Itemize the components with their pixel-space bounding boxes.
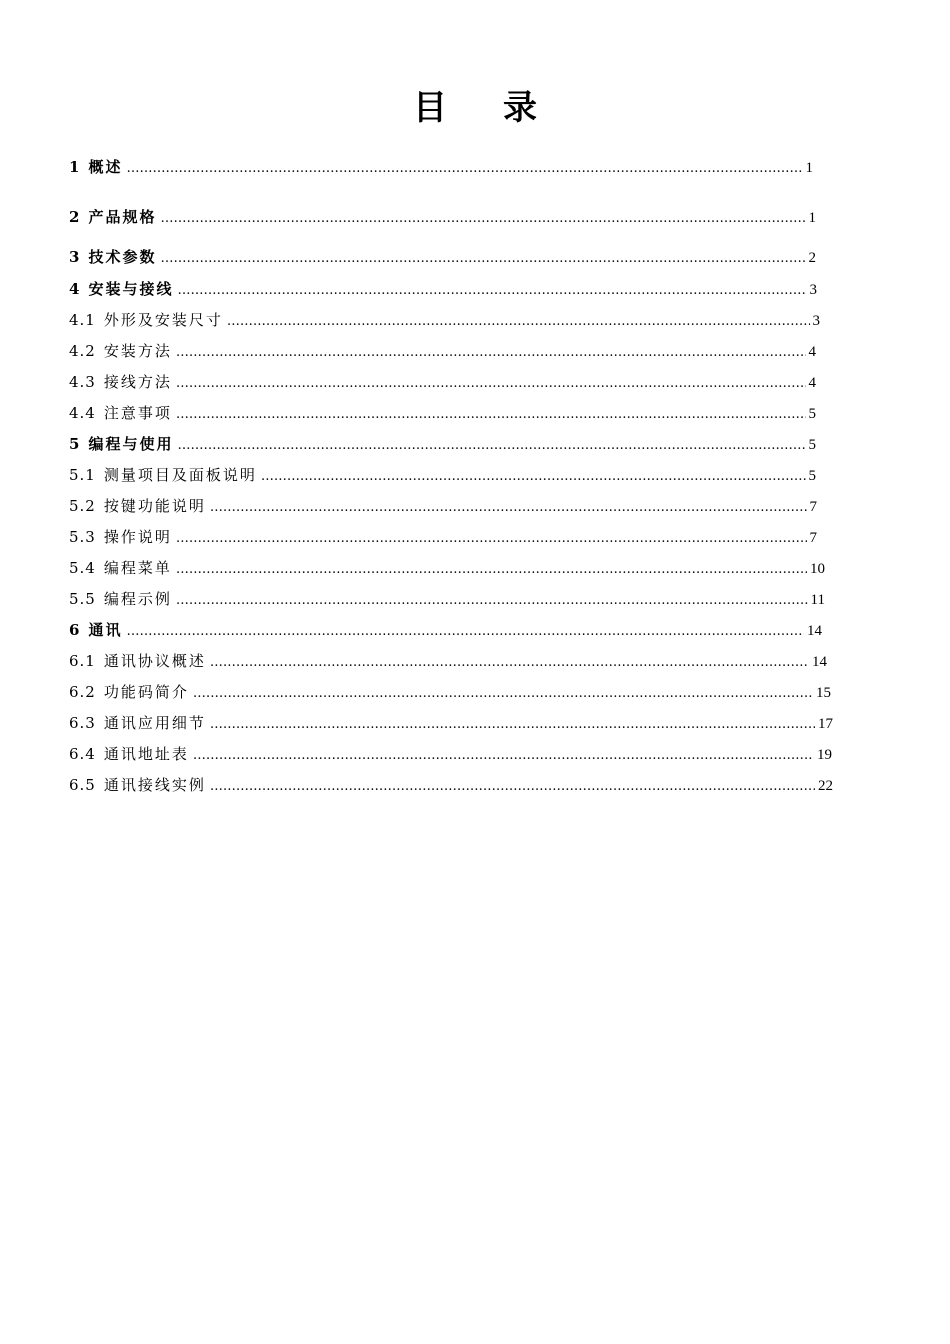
toc-entry-number: 4: [69, 280, 81, 298]
toc-entry-title: 编程示例: [103, 590, 172, 608]
toc-entry[interactable]: [69, 619, 822, 641]
toc-entry[interactable]: [69, 340, 816, 362]
toc-entry-page: 19: [817, 747, 832, 763]
toc-entry-page: 7: [809, 530, 817, 546]
toc-entry[interactable]: [69, 774, 833, 796]
toc-entry-number: 6.5: [69, 776, 96, 794]
toc-entry-title: 测量项目及面板说明: [103, 466, 257, 484]
toc-entry-title: 通讯地址表: [103, 745, 189, 763]
toc-entry[interactable]: [69, 464, 816, 486]
title-char-1: 目: [413, 88, 447, 128]
toc-entry-title: 通讯: [88, 621, 123, 639]
toc-entry-page: 17: [818, 716, 833, 732]
toc-entry-number: 1: [69, 158, 81, 176]
toc-entry-page: 4: [808, 375, 816, 391]
toc-leader-dots: [160, 248, 805, 270]
toc-entry-number: 2: [69, 208, 81, 226]
toc-leader-dots: [261, 466, 806, 488]
toc-entry-number: 4.2: [69, 342, 96, 360]
toc-entry-title: 安装与接线: [88, 280, 174, 298]
toc-entry-title: 安装方法: [103, 342, 172, 360]
toc-leader-dots: [176, 559, 807, 581]
toc-entry-title: 产品规格: [88, 208, 157, 226]
toc-leader-dots: [160, 208, 805, 230]
toc-entry-title: 接线方法: [103, 373, 172, 391]
toc-leader-dots: [193, 683, 813, 705]
toc-entry-page: 7: [809, 499, 817, 515]
toc-entry-title: 外形及安装尺寸: [103, 311, 223, 329]
toc-entry-title: 操作说明: [103, 528, 172, 546]
toc-entry-page: 3: [809, 282, 817, 298]
toc-entry-number: 5.3: [69, 528, 96, 546]
toc-entry-page: 4: [808, 344, 816, 360]
toc-entry-number: 5.4: [69, 559, 96, 577]
toc-entry[interactable]: [69, 681, 831, 703]
toc-entry[interactable]: [69, 309, 820, 331]
toc-leader-dots: [176, 342, 806, 364]
toc-leader-dots: [126, 158, 802, 180]
toc-leader-dots: [210, 776, 815, 798]
toc-entry-number: 6.2: [69, 683, 96, 701]
toc-entry[interactable]: [69, 371, 816, 393]
toc-entry[interactable]: [69, 433, 816, 455]
toc-leader-dots: [210, 714, 815, 736]
toc-leader-dots: [177, 435, 805, 457]
toc-entry-page: 15: [816, 685, 831, 701]
toc-entry[interactable]: [69, 588, 825, 610]
toc-entry-title: 概述: [88, 158, 123, 176]
toc-entry-page: 10: [810, 561, 825, 577]
toc-entry-page: 1: [808, 210, 816, 226]
toc-leader-dots: [176, 404, 806, 426]
toc-entry-page: 1: [805, 160, 813, 176]
toc-leader-dots: [177, 280, 806, 302]
toc-entry-title: 编程与使用: [88, 435, 174, 453]
toc-entry-number: 5: [69, 435, 81, 453]
toc-entry-number: 4.4: [69, 404, 96, 422]
toc-entry-page: 22: [818, 778, 833, 794]
title-char-2: 录: [503, 88, 537, 128]
toc-entry-title: 功能码简介: [103, 683, 189, 701]
toc-leader-dots: [176, 590, 808, 612]
toc-entry-title: 通讯应用细节: [103, 714, 206, 732]
toc-leader-dots: [176, 373, 806, 395]
toc-entry[interactable]: [69, 557, 825, 579]
toc-entry-title: 技术参数: [88, 248, 157, 266]
toc-leader-dots: [210, 652, 809, 674]
toc-entry-title: 通讯接线实例: [103, 776, 206, 794]
toc-entry-number: 6.1: [69, 652, 96, 670]
toc-entry[interactable]: [69, 278, 817, 300]
toc-entry-number: 6.4: [69, 745, 96, 763]
toc-entry[interactable]: [69, 712, 833, 734]
toc-entry[interactable]: [69, 526, 817, 548]
toc-entry[interactable]: [69, 402, 816, 424]
toc-entry-page: 2: [808, 250, 816, 266]
toc-entry[interactable]: [69, 246, 816, 268]
toc-entry[interactable]: [69, 650, 827, 672]
toc-entry-page: 3: [812, 313, 820, 329]
toc-entry-number: 3: [69, 248, 81, 266]
toc-entry-number: 5.2: [69, 497, 96, 515]
toc-leader-dots: [193, 745, 814, 767]
toc-entry-title: 按键功能说明: [103, 497, 206, 515]
toc-entry-title: 注意事项: [103, 404, 172, 422]
toc-entry-page: 14: [807, 623, 822, 639]
toc-entry-page: 5: [808, 406, 816, 422]
toc-entry-page: 14: [812, 654, 827, 670]
toc-leader-dots: [176, 528, 807, 550]
toc-entry-title: 通讯协议概述: [103, 652, 206, 670]
toc-entry[interactable]: [69, 206, 816, 228]
toc-entry-page: 5: [808, 468, 816, 484]
toc-entry[interactable]: [69, 156, 813, 178]
toc-entry-number: 4.1: [69, 311, 96, 329]
toc-entry-page: 11: [810, 592, 825, 608]
toc-entry-number: 6.3: [69, 714, 96, 732]
toc-entry-number: 4.3: [69, 373, 96, 391]
toc-entry-page: 5: [808, 437, 816, 453]
toc-leader-dots: [126, 621, 804, 643]
toc-entry-title: 编程菜单: [103, 559, 172, 577]
toc-leader-dots: [227, 311, 810, 333]
toc-entry-number: 5.5: [69, 590, 96, 608]
toc-entry-number: 5.1: [69, 466, 96, 484]
toc-entry[interactable]: [69, 743, 832, 765]
toc-entry[interactable]: [69, 495, 817, 517]
toc-leader-dots: [210, 497, 807, 519]
toc-entry-number: 6: [69, 621, 81, 639]
